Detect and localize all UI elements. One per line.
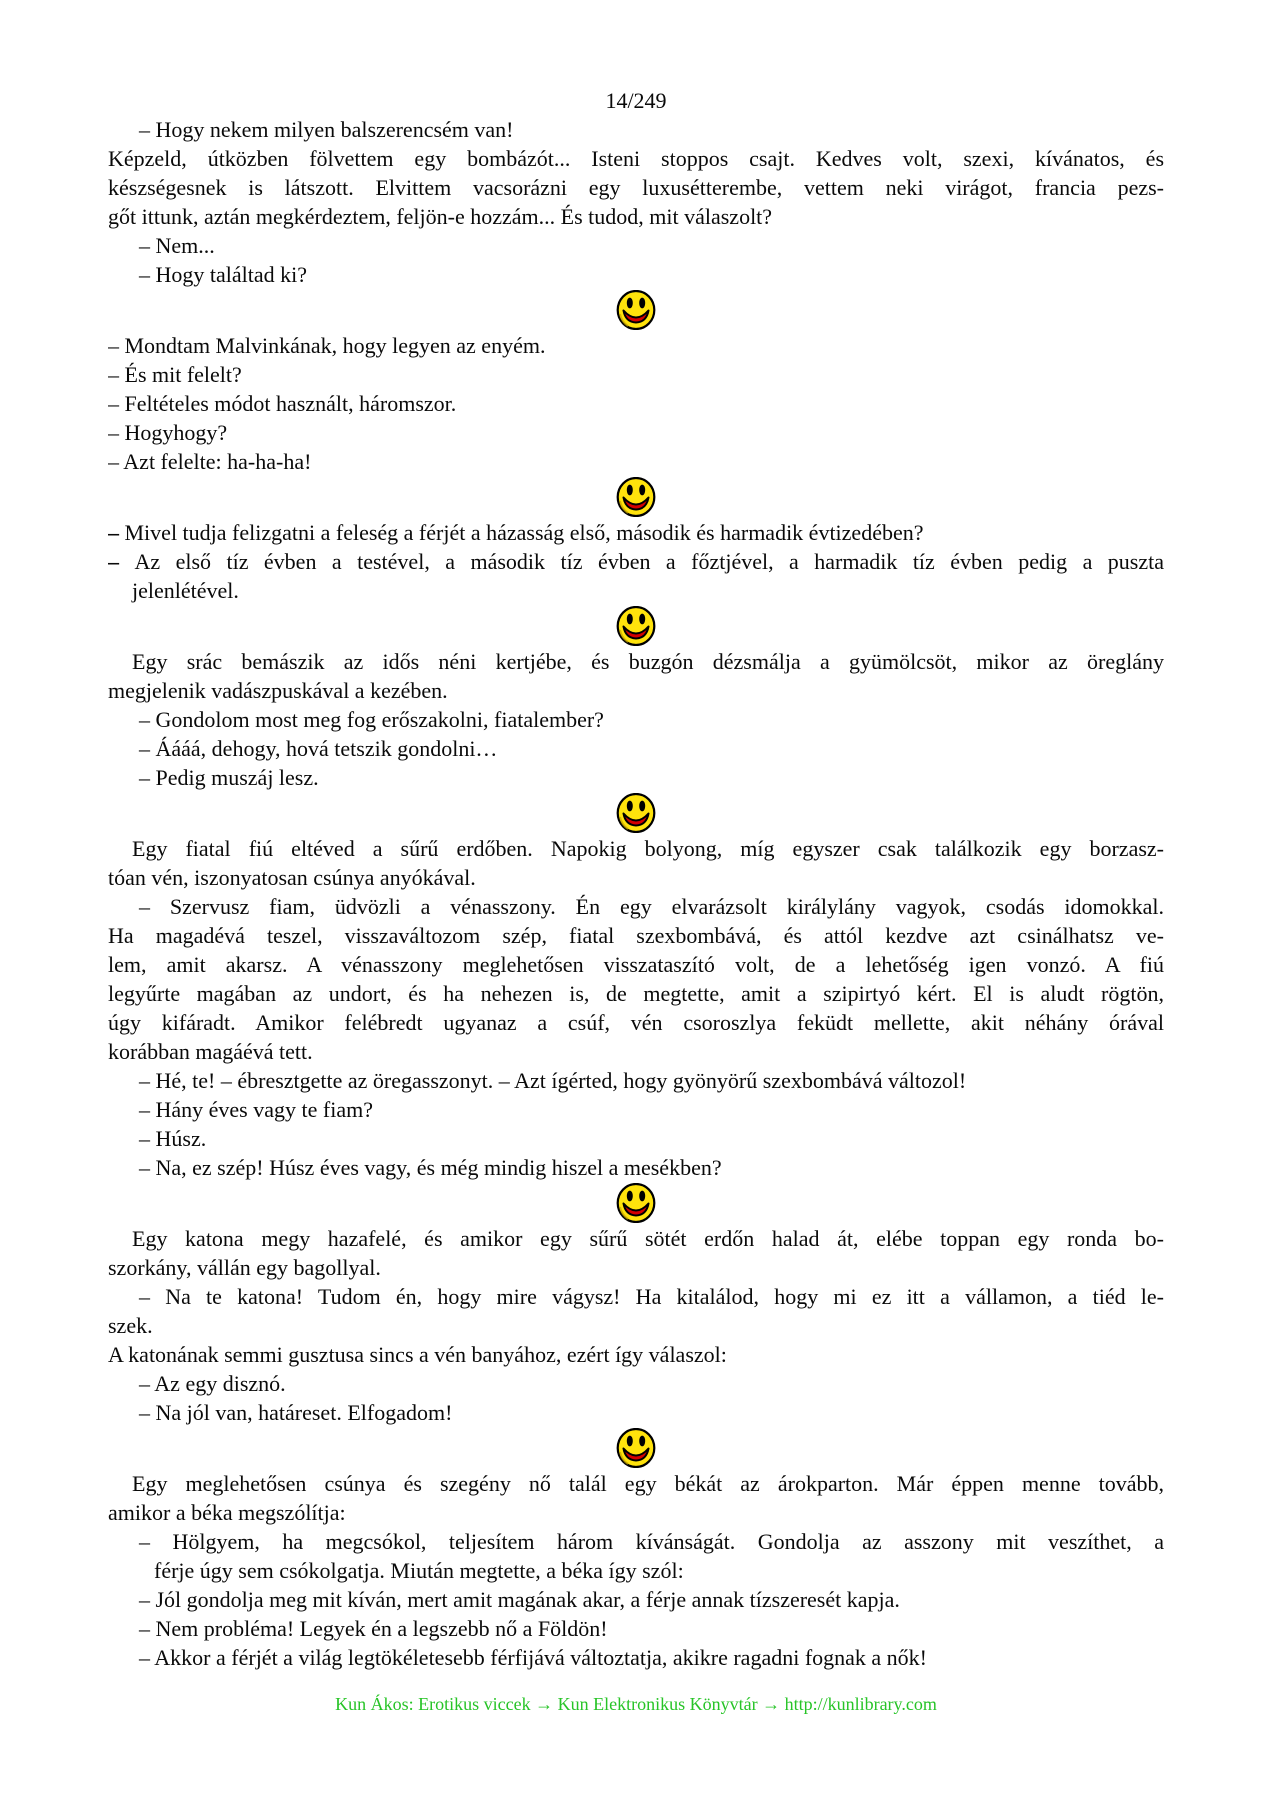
dialogue-dash: – xyxy=(139,1126,156,1151)
dialogue-dash: – xyxy=(139,1284,166,1309)
dialogue-line: – Na, ez szép! Húsz éves vagy, és még mindig hiszel a mesékben? xyxy=(139,1155,722,1180)
dialogue-dash: – xyxy=(108,420,125,445)
laughing-smiley-icon xyxy=(616,477,656,517)
dialogue-dash: – xyxy=(139,1616,156,1641)
dialogue-dash: – xyxy=(139,736,156,761)
dialogue-dash: – xyxy=(139,707,156,732)
text-line: amikor a béka megszólítja: xyxy=(108,1500,346,1525)
dialogue-line: – Hogyhogy? xyxy=(108,420,228,445)
text-line: megjelenik vadászpuskával a kezében. xyxy=(108,678,448,703)
dialogue-line: – Feltételes módot használt, háromszor. xyxy=(108,391,457,416)
text-line: Egy katona megy hazafelé, és amikor egy sűrű sötét erdőn halad át, elébe toppan egy ronda bo- xyxy=(132,1226,1164,1251)
text-line: úgy kifáradt. Amikor felébredt ugyanaz a csúf, vén csoroszlya feküdt mellette, akit néhány órával xyxy=(108,1010,1164,1035)
dialogue-line: – Hé, te! – ébresztgette az öregasszonyt. – Azt ígérted, hogy gyönyörű szexbombává változol! xyxy=(139,1068,967,1093)
laughing-smiley-icon xyxy=(616,1428,656,1468)
text-line: készségesnek is látszott. Elvittem vacsorázni egy luxusétterembe, vettem neki virágot, francia pezs- xyxy=(108,175,1164,200)
dialogue-dash: – xyxy=(108,520,125,545)
smiley-separator xyxy=(108,792,1164,834)
dialogue-dash: – xyxy=(139,1529,173,1554)
laughing-smiley-icon xyxy=(616,606,656,646)
text-line: legyűrte magában az undort, és ha nehezen is, de megtette, amit a szipirtyó kért. El is aludt rögtön, xyxy=(108,981,1164,1006)
dialogue-dash: – xyxy=(108,391,125,416)
text-line: Ha magadévá teszel, visszaváltozom szép, fiatal szexbombává, és attól kezdve azt csinálhatsz ve- xyxy=(108,923,1164,948)
dialogue-line: – Szervusz fiam, üdvözli a vénasszony. Én egy elvarázsolt királylány vagyok, csodás idomokkal. xyxy=(139,894,1164,919)
dialogue-line: – Hány éves vagy te fiam? xyxy=(139,1097,373,1122)
dialogue-dash: – xyxy=(139,117,156,142)
dialogue-line: – Hogy nekem milyen balszerencsém van! xyxy=(139,117,514,142)
text-line: Képzeld, útközben fölvettem egy bombázót... Isteni stoppos csajt. Kedves volt, szexi, kívánatos, és xyxy=(108,146,1164,171)
dialogue-dash: – xyxy=(139,1371,155,1396)
dialogue-dash: – xyxy=(139,262,156,287)
text-line: tóan vén, iszonyatosan csúnya anyókával. xyxy=(108,865,476,890)
dialogue-line: – Pedig muszáj lesz. xyxy=(139,765,319,790)
text-line: A katonának semmi gusztusa sincs a vén banyához, ezért így válaszol: xyxy=(108,1342,727,1367)
page-number: 14/249 xyxy=(605,88,667,113)
dialogue-dash: – xyxy=(139,765,156,790)
dialogue-dash: – xyxy=(139,233,156,258)
smiley-separator xyxy=(108,1182,1164,1224)
smiley-separator xyxy=(108,476,1164,518)
dialogue-line: – Az egy disznó. xyxy=(139,1371,286,1396)
dialogue-line: – Azt felelte: ha-ha-ha! xyxy=(108,449,312,474)
footer-credit-link[interactable]: Kun Ákos: Erotikus viccek → Kun Elektronikus Könyvtár → http://kunlibrary.com xyxy=(335,1694,937,1714)
dialogue-line: – És mit felelt? xyxy=(108,362,242,387)
text-line: Egy srác bemászik az idős néni kertjébe, és buzgón dézsmálja a gyümölcsöt, mikor az öreglány xyxy=(132,649,1164,674)
text-line: jelenlétével. xyxy=(132,578,239,603)
dialogue-dash: – xyxy=(108,362,125,387)
dialogue-line: – Na te katona! Tudom én, hogy mire vágysz! Ha kitalálod, hogy mi ez itt a vállamon, a tiéd le- xyxy=(139,1284,1164,1309)
smiley-separator xyxy=(108,1427,1164,1469)
dialogue-dash: – xyxy=(139,894,170,919)
dialogue-line: – Hogy találtad ki? xyxy=(139,262,308,287)
laughing-smiley-icon xyxy=(616,290,656,330)
dialogue-line: – Jól gondolja meg mit kíván, mert amit magának akar, a férje annak tízszeresét kapja. xyxy=(139,1587,900,1612)
smiley-separator xyxy=(108,289,1164,331)
text-line: lem, amit akarsz. A vénasszony meglehetősen visszataszító volt, de a lehetőség igen vonzó. A fiú xyxy=(108,952,1164,977)
dialogue-line: – Nem... xyxy=(139,233,215,258)
dialogue-dash: – xyxy=(139,1155,156,1180)
dialogue-line: – Hölgyem, ha megcsókol, teljesítem három kívánságát. Gondolja az asszony mit veszíthet, a xyxy=(139,1529,1164,1554)
smiley-separator xyxy=(108,605,1164,647)
dialogue-dash: – xyxy=(108,333,125,358)
dialogue-dash: – xyxy=(139,1097,156,1122)
dialogue-dash: – xyxy=(108,549,135,574)
laughing-smiley-icon xyxy=(616,793,656,833)
text-line: Egy meglehetősen csúnya és szegény nő talál egy békát az árokparton. Már éppen menne tovább, xyxy=(132,1471,1164,1496)
dialogue-line: – Az első tíz évben a testével, a második tíz évben a főztjével, a harmadik tíz évben pedig a puszta xyxy=(108,549,1164,574)
dialogue-line: – Húsz. xyxy=(139,1126,207,1151)
laughing-smiley-icon xyxy=(616,1183,656,1223)
dialogue-line: – Mondtam Malvinkának, hogy legyen az enyém. xyxy=(108,333,546,358)
dialogue-dash: – xyxy=(139,1068,156,1093)
text-flow xyxy=(108,115,1164,1672)
text-line: gőt ittunk, aztán megkérdeztem, feljön-e hozzám... És tudod, mit válaszolt? xyxy=(108,204,773,229)
text-line: Egy fiatal fiú eltéved a sűrű erdőben. Napokig bolyong, míg egyszer csak találkozik egy borzasz- xyxy=(132,836,1164,861)
dialogue-line: – Na jól van, határeset. Elfogadom! xyxy=(139,1400,453,1425)
text-line: szek. xyxy=(108,1313,153,1338)
dialogue-dash: – xyxy=(139,1587,156,1612)
text-line: férje úgy sem csókolgatja. Miután megtette, a béka így szól: xyxy=(154,1558,684,1583)
text-line: korábban magáévá tett. xyxy=(108,1039,313,1064)
dialogue-dash: – xyxy=(108,449,124,474)
dialogue-line: – Gondolom most meg fog erőszakolni, fiatalember? xyxy=(139,707,604,732)
dialogue-line: – Mivel tudja felizgatni a feleség a férjét a házasság első, második és harmadik évtizedében? xyxy=(108,520,924,545)
dialogue-line: – Áááá, dehogy, hová tetszik gondolni… xyxy=(139,736,498,761)
dialogue-line: – Akkor a férjét a világ legtökéletesebb férfijává változtatja, akikre ragadni fognak a nők! xyxy=(139,1645,928,1670)
dialogue-dash: – xyxy=(139,1645,155,1670)
dialogue-dash: – xyxy=(139,1400,156,1425)
dialogue-line: – Nem probléma! Legyek én a legszebb nő a Földön! xyxy=(139,1616,608,1641)
text-line: szorkány, vállán egy bagollyal. xyxy=(108,1255,381,1280)
